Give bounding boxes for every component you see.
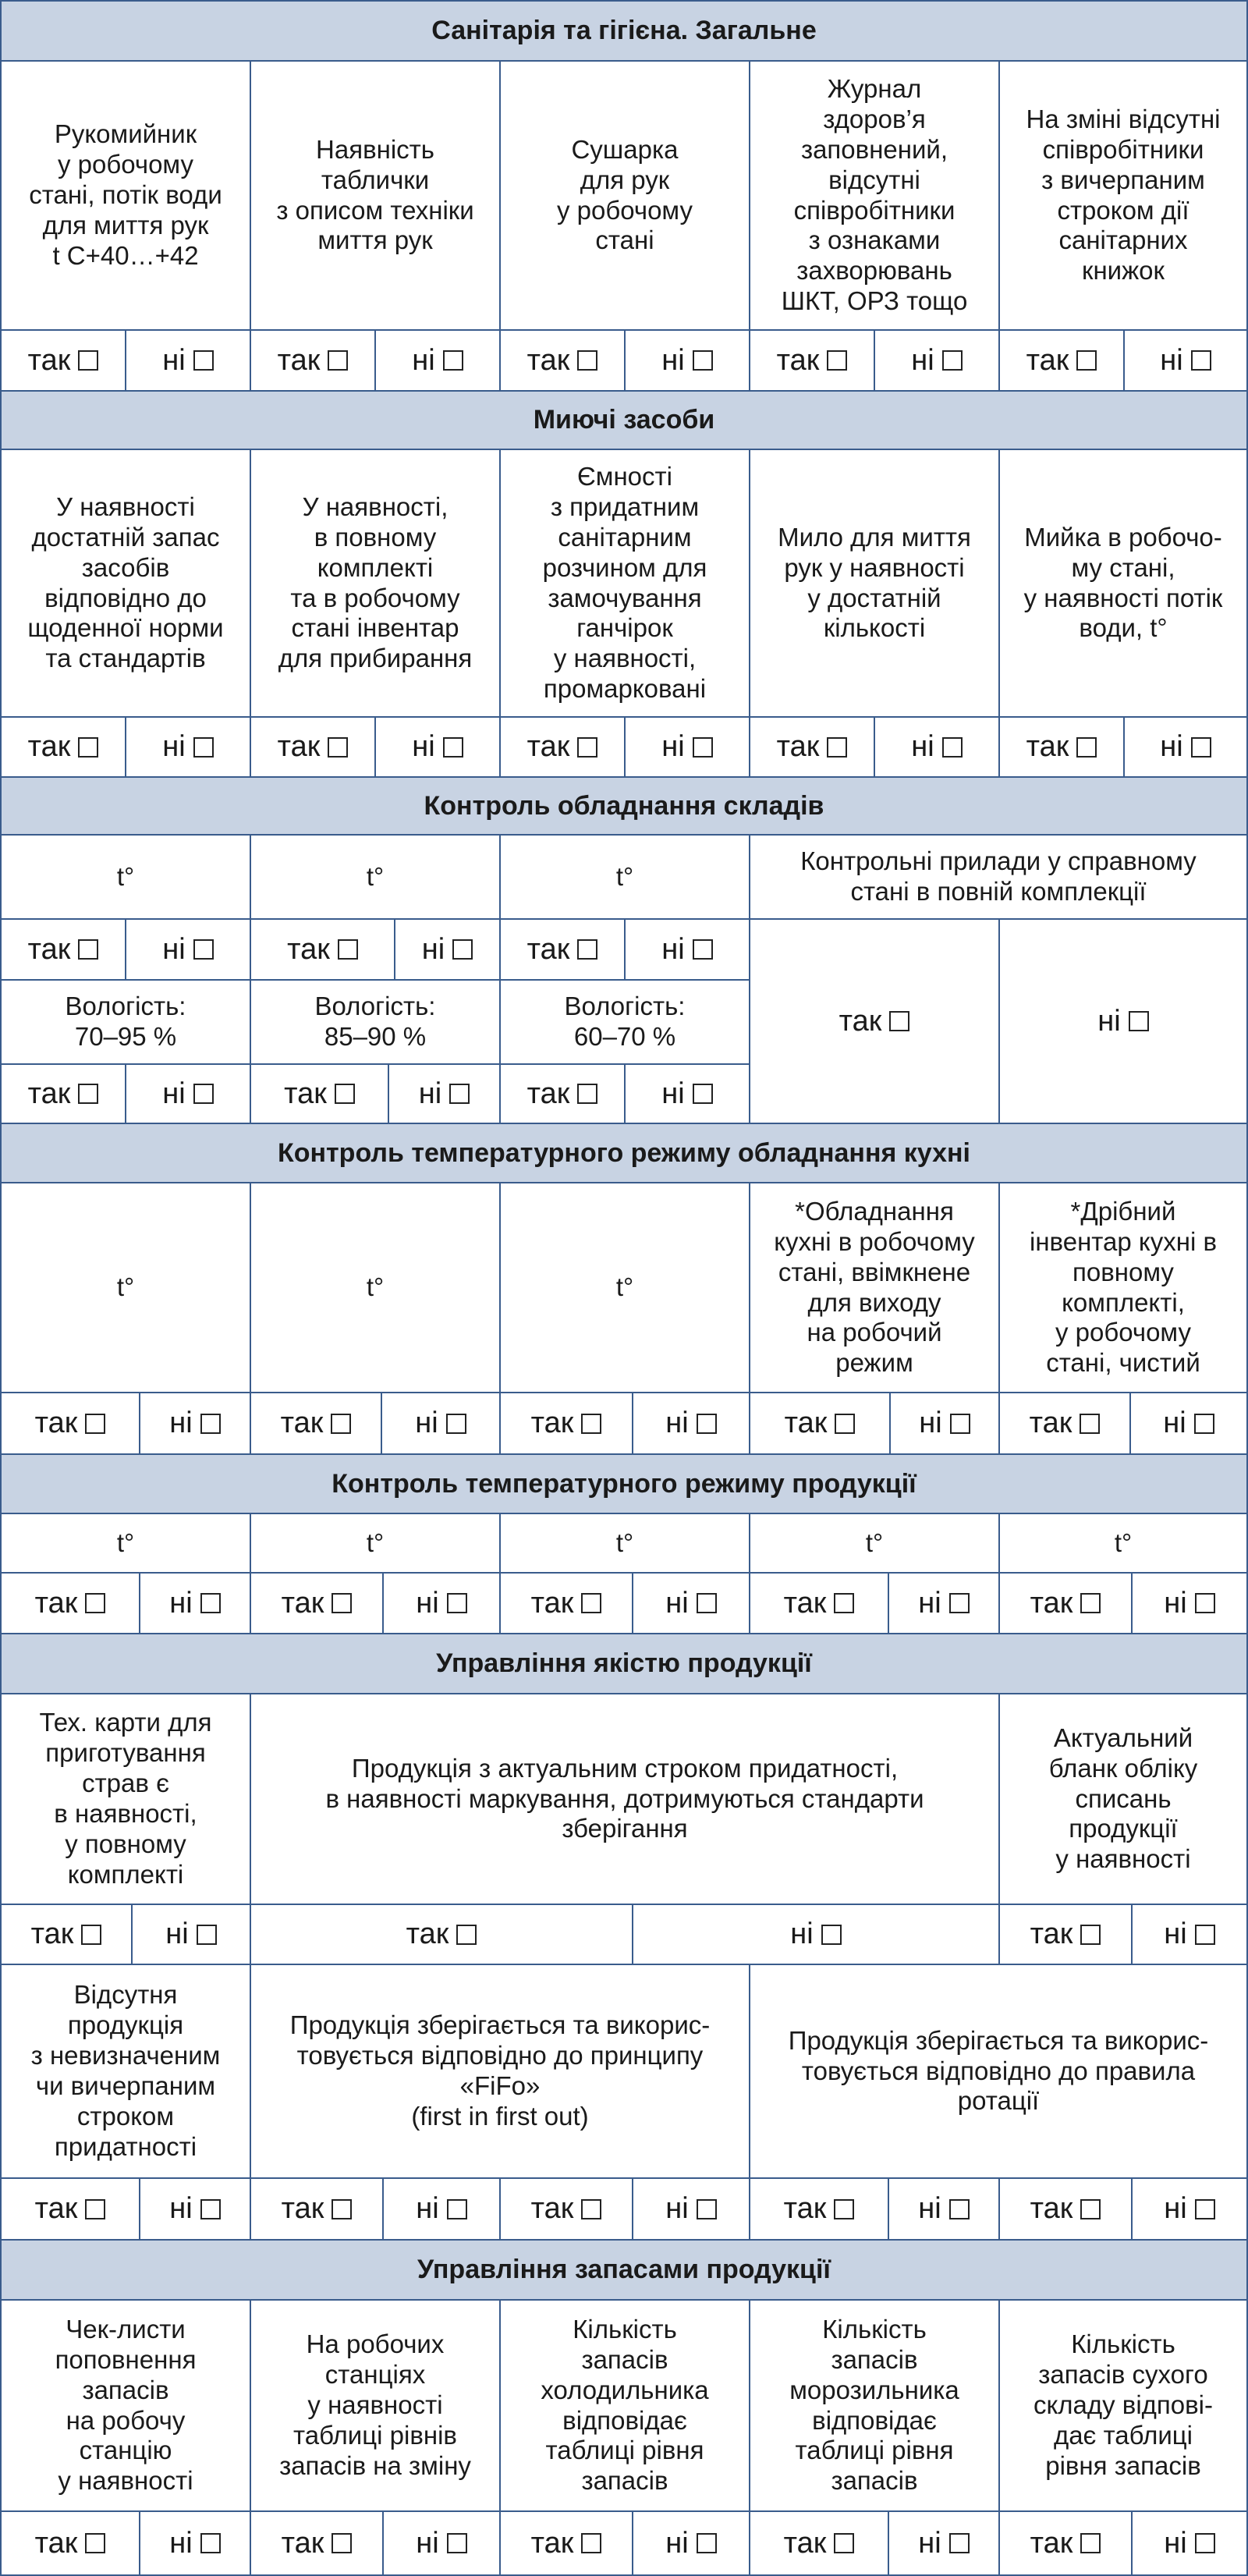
instruments-no-checkbox[interactable]: ні bbox=[998, 918, 1248, 1124]
checkbox-square bbox=[200, 2199, 221, 2219]
storage-temp: t° bbox=[499, 834, 750, 920]
checkbox-square bbox=[449, 1084, 470, 1104]
no-checkbox[interactable]: ні bbox=[1123, 329, 1248, 392]
no-checkbox[interactable]: ні bbox=[874, 329, 1000, 392]
yes-checkbox[interactable]: так bbox=[250, 2177, 384, 2241]
detergents-item: У наявності достатній запас засобів відповідно до щоденної норми та стандартів bbox=[0, 449, 251, 718]
checkbox-square bbox=[1194, 1414, 1214, 1434]
quality-writeoff-form: Актуальний бланк обліку списань продукції у наявності bbox=[998, 1693, 1248, 1905]
checkbox-square bbox=[821, 1925, 842, 1945]
no-checkbox[interactable]: ні bbox=[888, 2510, 1000, 2576]
checkbox-square bbox=[693, 1084, 713, 1104]
no-checkbox[interactable]: ні bbox=[632, 2177, 750, 2241]
yes-checkbox[interactable]: так bbox=[998, 329, 1125, 392]
product-temp: t° bbox=[0, 1513, 251, 1574]
checkbox-square bbox=[1080, 2199, 1101, 2219]
checkbox-square bbox=[942, 350, 963, 371]
checkbox-square bbox=[697, 2533, 717, 2553]
stock-item: Кількість запасів морозильника відповідає таблиці рівня запасів bbox=[749, 2299, 1000, 2512]
yes-checkbox[interactable]: так bbox=[499, 1063, 626, 1124]
instruments-yes-checkbox[interactable]: так bbox=[749, 918, 1000, 1124]
checkbox-square bbox=[577, 1084, 597, 1104]
product-temp: t° bbox=[250, 1513, 501, 1574]
checkbox-square bbox=[85, 1414, 105, 1434]
storage-humidity: Вологість: 70–95 % bbox=[0, 979, 251, 1065]
yes-checkbox[interactable]: так bbox=[0, 1904, 133, 1965]
checkbox-square bbox=[581, 2199, 601, 2219]
yes-checkbox[interactable]: так bbox=[998, 716, 1125, 778]
yes-checkbox[interactable]: так bbox=[749, 716, 875, 778]
no-checkbox[interactable]: ні bbox=[125, 918, 251, 981]
checkbox-square bbox=[697, 1414, 717, 1434]
storage-temp: t° bbox=[250, 834, 501, 920]
checkbox-square bbox=[456, 1925, 477, 1945]
checkbox-square bbox=[697, 2199, 717, 2219]
section-header-sanitation: Санітарія та гігієна. Загальне bbox=[0, 0, 1248, 62]
no-checkbox[interactable]: ні bbox=[632, 2510, 750, 2576]
no-checkbox[interactable]: ні bbox=[125, 716, 251, 778]
checkbox-square bbox=[78, 737, 98, 758]
section-header-storage: Контроль обладнання складів bbox=[0, 776, 1248, 836]
checkbox-square bbox=[1080, 1593, 1101, 1613]
product-temp: t° bbox=[998, 1513, 1248, 1574]
checkbox-square bbox=[447, 2533, 467, 2553]
yes-checkbox[interactable]: так bbox=[998, 1904, 1133, 1965]
yes-checkbox[interactable]: так bbox=[0, 918, 126, 981]
yes-checkbox[interactable]: так bbox=[499, 2177, 633, 2241]
checkbox-square bbox=[78, 939, 98, 960]
no-checkbox[interactable]: ні bbox=[131, 1904, 251, 1965]
no-checkbox[interactable]: ні bbox=[632, 1392, 750, 1455]
checkbox-square bbox=[81, 1925, 101, 1945]
yes-checkbox[interactable]: так bbox=[0, 1572, 140, 1634]
yes-checkbox[interactable]: так bbox=[749, 329, 875, 392]
no-checkbox[interactable]: ні bbox=[139, 2510, 251, 2576]
shelf-life-yes-checkbox[interactable]: так bbox=[250, 1904, 633, 1965]
checkbox-square bbox=[834, 1593, 854, 1613]
no-checkbox[interactable]: ні bbox=[374, 716, 501, 778]
checkbox-square bbox=[1080, 1925, 1101, 1945]
kitchen-temp: t° bbox=[250, 1182, 501, 1393]
no-checkbox[interactable]: ні bbox=[382, 2510, 501, 2576]
checkbox-square bbox=[331, 1414, 351, 1434]
checkbox-square bbox=[328, 737, 348, 758]
detergents-item: Ємності з придатним санітарним розчином для замочування ганчірок у наявності, промарковані bbox=[499, 449, 750, 718]
checkbox-square bbox=[1076, 737, 1097, 758]
checkbox-square bbox=[577, 737, 597, 758]
section-header-stock: Управління запасами продукції bbox=[0, 2239, 1248, 2301]
no-checkbox[interactable]: ні bbox=[382, 1572, 501, 1634]
checkbox-square bbox=[1080, 2533, 1101, 2553]
quality-shelf-life: Продукція з актуальним строком придатності, в наявності маркування, дотримуються стандарти зберігання bbox=[250, 1693, 1000, 1905]
no-checkbox[interactable]: ні bbox=[1131, 1904, 1248, 1965]
detergents-item: У наявності, в повному комплекті та в робочому стані інвентар для прибирання bbox=[250, 449, 501, 718]
checkbox-square bbox=[193, 737, 214, 758]
no-checkbox[interactable]: ні bbox=[888, 2177, 1000, 2241]
no-checkbox[interactable]: ні bbox=[624, 1063, 750, 1124]
no-checkbox[interactable]: ні bbox=[1129, 1392, 1248, 1455]
checkbox-square bbox=[1195, 1593, 1215, 1613]
sanitation-item: На зміні відсутні співробітники з вичерпаним строком дії санітарних книжок bbox=[998, 60, 1248, 331]
checkbox-square bbox=[693, 737, 713, 758]
product-temp: t° bbox=[499, 1513, 750, 1574]
checkbox-square bbox=[1080, 1414, 1100, 1434]
no-checkbox[interactable]: ні bbox=[139, 2177, 251, 2241]
quality-fifo: Продукція зберігається та викорис- товується відповідно до принципу «FiFo» (first in first out) bbox=[250, 1964, 750, 2179]
checkbox-square bbox=[697, 1593, 717, 1613]
detergents-item: Мийка в робочо- му стані, у наявності потік води, t° bbox=[998, 449, 1248, 718]
stock-item: На робочих станціях у наявності таблиці рівнів запасів на зміну bbox=[250, 2299, 501, 2512]
checkbox-square bbox=[200, 1593, 221, 1613]
yes-checkbox[interactable]: так bbox=[0, 329, 126, 392]
section-header-product-temp: Контроль температурного режиму продукції bbox=[0, 1453, 1248, 1514]
checkbox-square bbox=[950, 1414, 970, 1434]
no-checkbox[interactable]: ні bbox=[624, 918, 750, 981]
stock-item: Чек-листи поповнення запасів на робочу станцію у наявності bbox=[0, 2299, 251, 2512]
checkbox-square bbox=[446, 1414, 466, 1434]
checkbox-square bbox=[581, 2533, 601, 2553]
sanitation-item: Сушарка для рук у робочому стані bbox=[499, 60, 750, 331]
yes-checkbox[interactable]: так bbox=[499, 329, 626, 392]
section-header-kitchen: Контроль температурного режиму обладнання кухні bbox=[0, 1123, 1248, 1183]
checkbox-square bbox=[949, 1593, 970, 1613]
checkbox-square bbox=[447, 1593, 467, 1613]
kitchen-temp: t° bbox=[0, 1182, 251, 1393]
no-checkbox[interactable]: ні bbox=[382, 2177, 501, 2241]
no-checkbox[interactable]: ні bbox=[394, 918, 501, 981]
yes-checkbox[interactable]: так bbox=[0, 716, 126, 778]
no-checkbox[interactable]: ні bbox=[1131, 2177, 1248, 2241]
checkbox-square bbox=[1191, 350, 1211, 371]
checkbox-square bbox=[338, 939, 358, 960]
no-checkbox[interactable]: ні bbox=[874, 716, 1000, 778]
stock-item: Кількість запасів холодильника відповідає таблиці рівня запасів bbox=[499, 2299, 750, 2512]
stock-item: Кількість запасів сухого складу відпові- дає таблиці рівня запасів bbox=[998, 2299, 1248, 2512]
checkbox-square bbox=[332, 2199, 352, 2219]
checkbox-square bbox=[335, 1084, 355, 1104]
checkbox-square bbox=[1129, 1011, 1149, 1031]
checkbox-square bbox=[1076, 350, 1097, 371]
no-checkbox[interactable]: ні bbox=[139, 1392, 251, 1455]
no-checkbox[interactable]: ні bbox=[624, 329, 750, 392]
checkbox-square bbox=[78, 1084, 98, 1104]
checkbox-square bbox=[193, 350, 214, 371]
sanitation-item: Наявність таблички з описом техніки миття рук bbox=[250, 60, 501, 331]
yes-checkbox[interactable]: так bbox=[998, 1572, 1133, 1634]
checkbox-square bbox=[85, 2533, 105, 2553]
checkbox-square bbox=[193, 1084, 214, 1104]
checkbox-square bbox=[693, 939, 713, 960]
checkbox-square bbox=[447, 2199, 467, 2219]
quality-tech-cards: Тех. карти для приготування страв є в наявності, у повному комплекті bbox=[0, 1693, 251, 1905]
yes-checkbox[interactable]: так bbox=[0, 1392, 140, 1455]
checkbox-square bbox=[942, 737, 963, 758]
storage-instruments: Контрольні прилади у справному стані в повній комплекції bbox=[749, 834, 1248, 920]
checkbox-square bbox=[443, 350, 463, 371]
checkbox-square bbox=[577, 350, 597, 371]
yes-checkbox[interactable]: так bbox=[250, 329, 376, 392]
checkbox-square bbox=[949, 2533, 970, 2553]
checkbox-square bbox=[1195, 2199, 1215, 2219]
shelf-life-no-checkbox[interactable]: ні bbox=[632, 1904, 1000, 1965]
yes-checkbox[interactable]: так bbox=[749, 1392, 891, 1455]
yes-checkbox[interactable]: так bbox=[0, 2510, 140, 2576]
checkbox-square bbox=[581, 1414, 601, 1434]
checkbox-square bbox=[332, 1593, 352, 1613]
no-checkbox[interactable]: ні bbox=[1131, 2510, 1248, 2576]
checkbox-square bbox=[200, 2533, 221, 2553]
yes-checkbox[interactable]: так bbox=[998, 2177, 1133, 2241]
checkbox-square bbox=[193, 939, 214, 960]
storage-humidity: Вологість: 60–70 % bbox=[499, 979, 750, 1065]
checkbox-square bbox=[834, 2199, 854, 2219]
checkbox-square bbox=[197, 1925, 217, 1945]
checkbox-square bbox=[78, 350, 98, 371]
storage-temp: t° bbox=[0, 834, 251, 920]
product-temp: t° bbox=[749, 1513, 1000, 1574]
checkbox-square bbox=[85, 2199, 105, 2219]
yes-checkbox[interactable]: так bbox=[998, 1392, 1131, 1455]
yes-checkbox[interactable]: так bbox=[250, 1572, 384, 1634]
section-header-quality: Управління якістю продукції bbox=[0, 1633, 1248, 1694]
sanitation-item: Журнал здоров’я заповнений, відсутні співробітники з ознаками захворювань ШКТ, ОРЗ тощо bbox=[749, 60, 1000, 331]
yes-checkbox[interactable]: так bbox=[0, 2177, 140, 2241]
yes-checkbox[interactable]: так bbox=[250, 1063, 389, 1124]
kitchen-inventory: *Дрібний інвентар кухні в повному комплекті, у робочому стані, чистий bbox=[998, 1182, 1248, 1393]
yes-checkbox[interactable]: так bbox=[998, 2510, 1133, 2576]
quality-rotation: Продукція зберігається та викорис- товується відповідно до правила ротації bbox=[749, 1964, 1248, 2179]
checkbox-square bbox=[949, 2199, 970, 2219]
no-checkbox[interactable]: ні bbox=[888, 1572, 1000, 1634]
checkbox-square bbox=[1191, 737, 1211, 758]
yes-checkbox[interactable]: так bbox=[499, 918, 626, 981]
checkbox-square bbox=[1195, 2533, 1215, 2553]
no-checkbox[interactable]: ні bbox=[889, 1392, 1000, 1455]
checkbox-square bbox=[693, 350, 713, 371]
checkbox-square bbox=[1195, 1925, 1215, 1945]
no-checkbox[interactable]: ні bbox=[374, 329, 501, 392]
detergents-item: Мило для миття рук у наявності у достатній кількості bbox=[749, 449, 1000, 718]
checkbox-square bbox=[328, 350, 348, 371]
checkbox-square bbox=[834, 2533, 854, 2553]
yes-checkbox[interactable]: так bbox=[250, 1392, 382, 1455]
no-checkbox[interactable]: ні bbox=[1123, 716, 1248, 778]
section-header-detergents: Миючі засоби bbox=[0, 390, 1248, 450]
yes-checkbox[interactable]: так bbox=[749, 2177, 889, 2241]
no-checkbox[interactable]: ні bbox=[632, 1572, 750, 1634]
checkbox-square bbox=[85, 1593, 105, 1613]
checkbox-square bbox=[827, 737, 847, 758]
quality-no-expired: Відсутня продукція з невизначеним чи вичерпаним строком придатності bbox=[0, 1964, 251, 2179]
checkbox-square bbox=[332, 2533, 352, 2553]
yes-checkbox[interactable]: так bbox=[749, 1572, 889, 1634]
yes-checkbox[interactable]: так bbox=[499, 2510, 633, 2576]
no-checkbox[interactable]: ні bbox=[139, 1572, 251, 1634]
checkbox-square bbox=[452, 939, 473, 960]
kitchen-equipment: *Обладнання кухні в робочому стані, ввімкнене для виходу на робочий режим bbox=[749, 1182, 1000, 1393]
no-checkbox[interactable]: ні bbox=[388, 1063, 501, 1124]
yes-checkbox[interactable]: так bbox=[250, 2510, 384, 2576]
yes-checkbox[interactable]: так bbox=[0, 1063, 126, 1124]
yes-checkbox[interactable]: так bbox=[499, 716, 626, 778]
yes-checkbox[interactable]: так bbox=[250, 918, 395, 981]
yes-checkbox[interactable]: так bbox=[749, 2510, 889, 2576]
no-checkbox[interactable]: ні bbox=[125, 329, 251, 392]
no-checkbox[interactable]: ні bbox=[624, 716, 750, 778]
sanitation-item: Рукомийник у робочому стані, потік води для миття рук t C+40…+42 bbox=[0, 60, 251, 331]
yes-checkbox[interactable]: так bbox=[499, 1392, 633, 1455]
checkbox-square bbox=[200, 1414, 221, 1434]
checkbox-square bbox=[443, 737, 463, 758]
yes-checkbox[interactable]: так bbox=[499, 1572, 633, 1634]
checkbox-square bbox=[581, 1593, 601, 1613]
checkbox-square bbox=[827, 350, 847, 371]
checkbox-square bbox=[889, 1011, 909, 1031]
kitchen-temp: t° bbox=[499, 1182, 750, 1393]
checkbox-square bbox=[835, 1414, 855, 1434]
storage-humidity: Вологість: 85–90 % bbox=[250, 979, 501, 1065]
no-checkbox[interactable]: ні bbox=[125, 1063, 251, 1124]
no-checkbox[interactable]: ні bbox=[1131, 1572, 1248, 1634]
no-checkbox[interactable]: ні bbox=[381, 1392, 501, 1455]
checkbox-square bbox=[577, 939, 597, 960]
yes-checkbox[interactable]: так bbox=[250, 716, 376, 778]
